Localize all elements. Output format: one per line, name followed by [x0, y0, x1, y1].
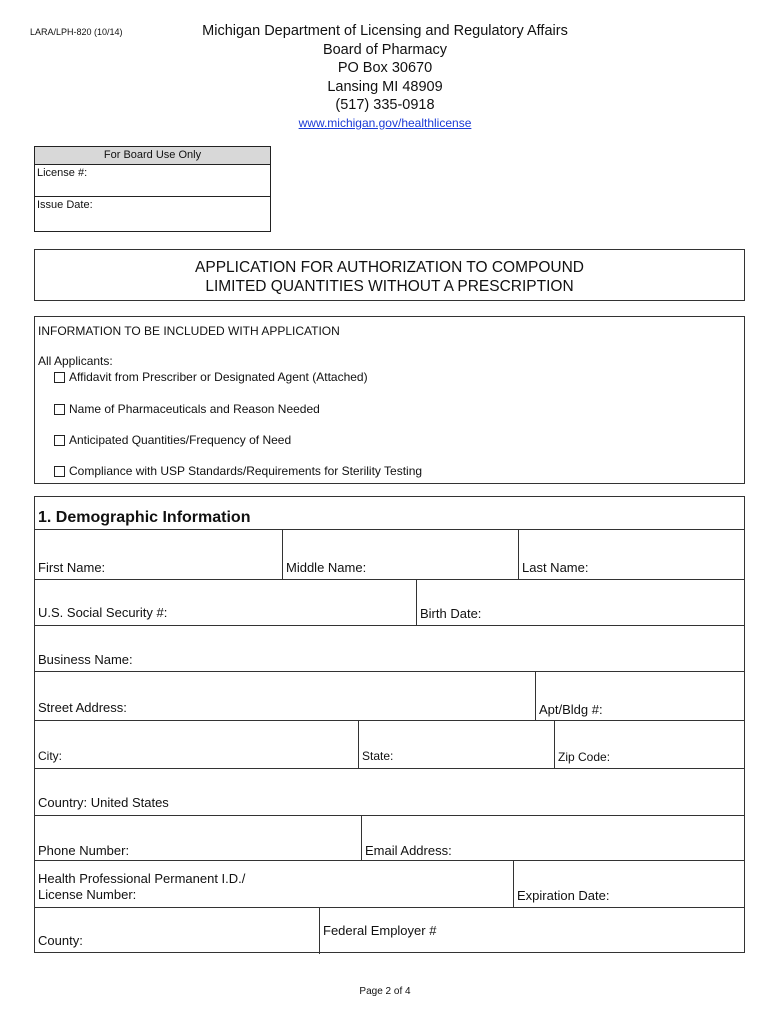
checklist-label: Affidavit from Prescriber or Designated Agent (Attached): [69, 370, 368, 384]
row-divider: [35, 860, 744, 861]
birth-date-field[interactable]: Birth Date:: [420, 606, 482, 621]
page-number: Page 2 of 4: [359, 986, 411, 997]
hp-license-label-line2: License Number:: [38, 887, 137, 902]
zip-code-field[interactable]: Zip Code:: [558, 750, 611, 764]
issue-date-field[interactable]: [35, 197, 270, 229]
demographic-section: [34, 496, 745, 953]
form-id: LARA/LPH-820 (10/14): [30, 27, 123, 37]
issue-date-label: Issue Date:: [37, 199, 93, 211]
country-field[interactable]: [38, 795, 169, 810]
city-state-zip: Lansing MI 48909: [327, 78, 443, 95]
country-label: Country:: [38, 795, 88, 810]
agency-name: Michigan Department of Licensing and Regulatory Affairs: [202, 23, 568, 39]
checkbox[interactable]: [54, 372, 65, 383]
col-divider: [513, 860, 514, 907]
po-box: PO Box 30670: [337, 60, 433, 76]
country-value: United States: [90, 795, 169, 810]
checklist-item-usp-compliance[interactable]: [54, 464, 422, 478]
info-heading: INFORMATION TO BE INCLUDED WITH APPLICATION: [38, 324, 340, 338]
middle-name-field[interactable]: Middle Name:: [286, 560, 367, 575]
federal-employer-field[interactable]: Federal Employer #: [323, 923, 437, 938]
checkbox[interactable]: [54, 466, 65, 477]
row-divider: [35, 671, 744, 672]
row-divider: [35, 815, 744, 816]
col-divider: [416, 579, 417, 625]
checklist-item-pharmaceuticals[interactable]: [54, 402, 320, 416]
phone: (517) 335-0918: [335, 97, 435, 113]
city-field[interactable]: City:: [38, 749, 62, 763]
checklist-label: Name of Pharmaceuticals and Reason Needed: [69, 402, 320, 416]
checklist-label: Anticipated Quantities/Frequency of Need: [69, 433, 292, 447]
title-line-1: APPLICATION FOR AUTHORIZATION TO COMPOUND: [195, 259, 584, 276]
business-name-field[interactable]: Business Name:: [38, 652, 133, 667]
col-divider: [282, 529, 283, 579]
information-box: [34, 316, 745, 484]
application-title: [34, 249, 745, 301]
col-divider: [554, 720, 555, 768]
first-name-field[interactable]: First Name:: [38, 560, 106, 575]
row-divider: [35, 907, 744, 908]
apt-bldg-field[interactable]: Apt/Bldg #:: [539, 702, 603, 717]
row-divider: [35, 625, 744, 626]
checklist-item-quantities[interactable]: [54, 433, 291, 447]
title-line-2: LIMITED QUANTITIES WITHOUT A PRESCRIPTION: [205, 278, 574, 295]
website-link[interactable]: www.michigan.gov/healthlicense: [298, 115, 472, 130]
expiration-date-field[interactable]: Expiration Date:: [517, 888, 610, 903]
license-number-label: License #:: [37, 167, 88, 179]
col-divider: [518, 529, 519, 579]
board-name: Board of Pharmacy: [322, 41, 448, 58]
hp-license-label-line1: Health Professional Permanent I.D./: [38, 871, 246, 886]
license-number-field[interactable]: [35, 165, 270, 197]
ssn-field[interactable]: U.S. Social Security #:: [38, 605, 168, 620]
phone-number-field[interactable]: Phone Number:: [38, 843, 130, 858]
checklist-item-affidavit[interactable]: [54, 370, 368, 384]
col-divider: [358, 720, 359, 768]
agency-header: [150, 22, 620, 132]
email-address-field[interactable]: Email Address:: [365, 843, 452, 858]
state-field[interactable]: State:: [362, 749, 394, 763]
col-divider: [361, 815, 362, 860]
last-name-field[interactable]: Last Name:: [522, 560, 589, 575]
hp-license-number-field[interactable]: [38, 871, 245, 903]
checkbox[interactable]: [54, 435, 65, 446]
checkbox[interactable]: [54, 404, 65, 415]
col-divider: [319, 907, 320, 954]
row-divider: [35, 768, 744, 769]
board-use-title: For Board Use Only: [35, 147, 270, 165]
county-field[interactable]: County:: [38, 933, 83, 948]
col-divider: [535, 671, 536, 720]
board-use-box: [34, 146, 271, 232]
row-divider: [35, 720, 744, 721]
checklist-label: Compliance with USP Standards/Requirements for Sterility Testing: [69, 464, 423, 478]
row-divider: [35, 529, 744, 530]
all-applicants-label: All Applicants:: [38, 354, 113, 368]
street-address-field[interactable]: Street Address:: [38, 700, 127, 715]
row-divider: [35, 579, 744, 580]
demographic-title: 1. Demographic Information: [38, 509, 251, 526]
